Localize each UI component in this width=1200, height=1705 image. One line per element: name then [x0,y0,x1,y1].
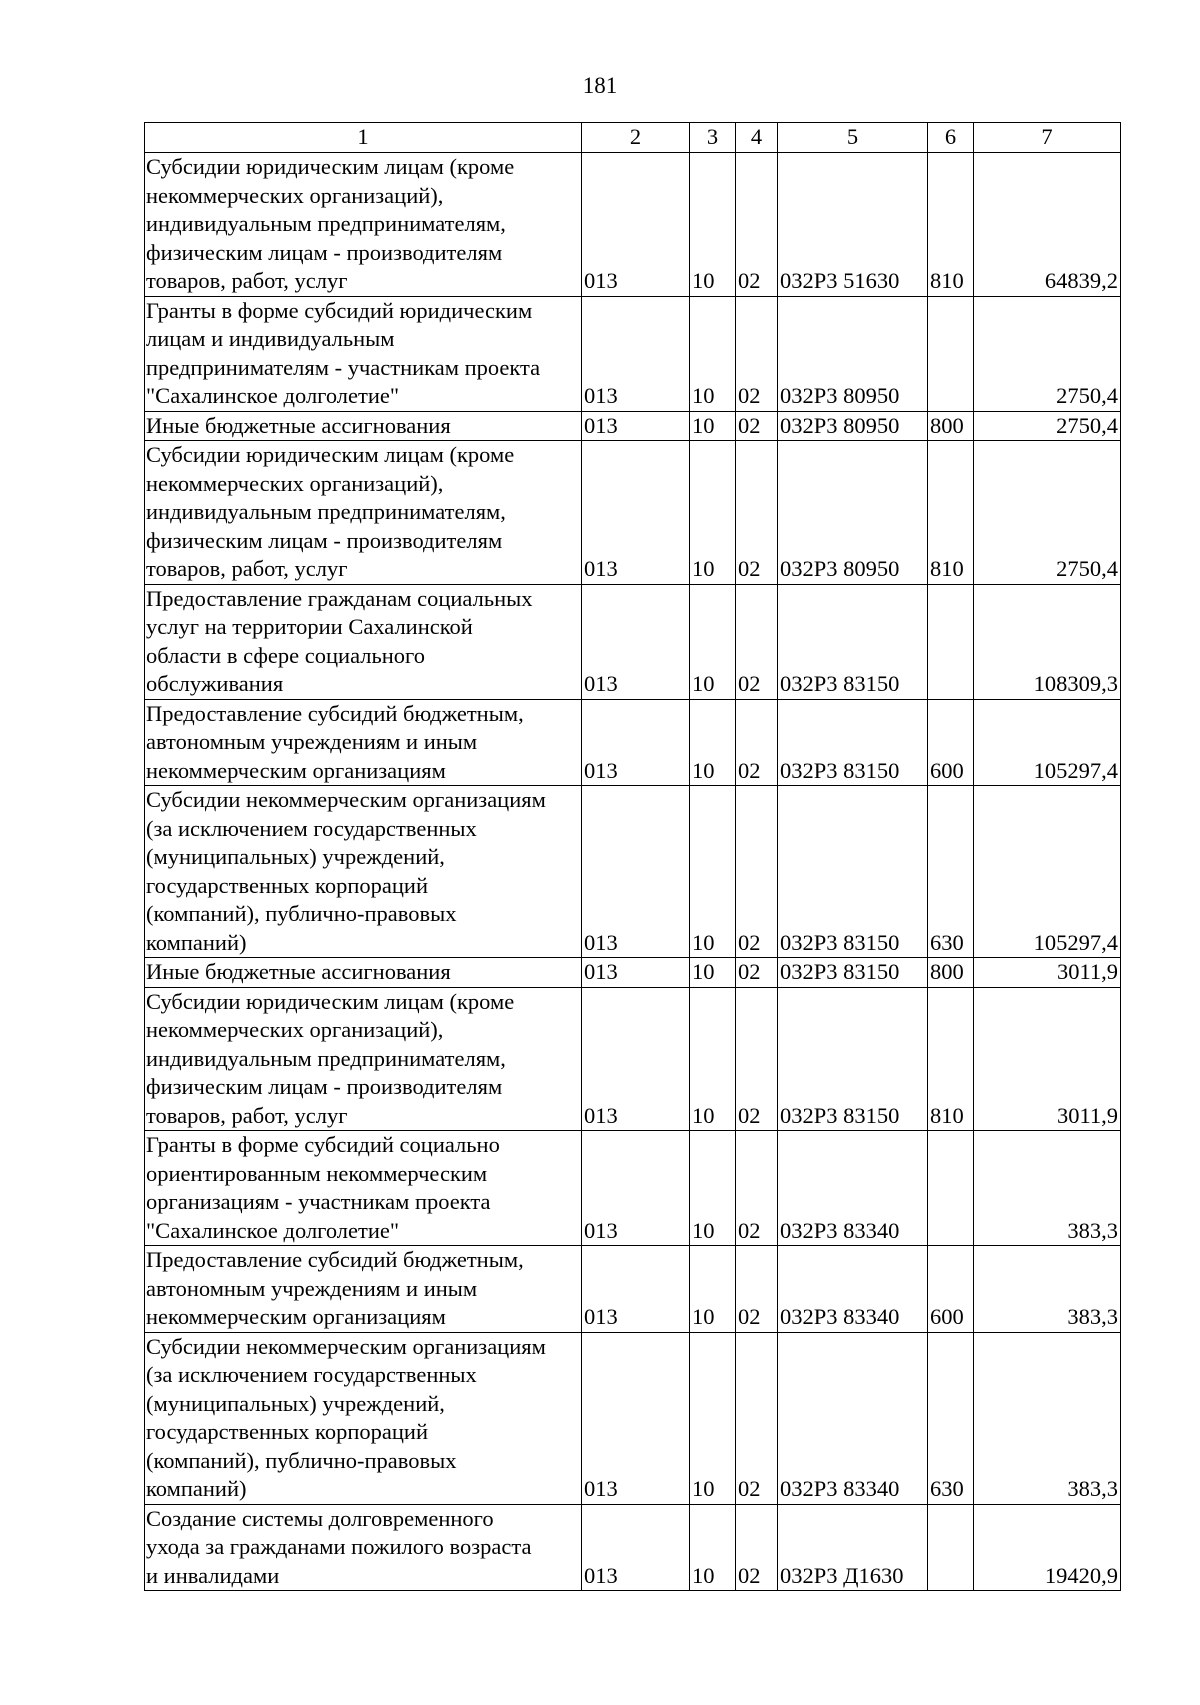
expense-type-cell [928,1131,974,1246]
expense-type-cell [928,1504,974,1591]
section-code-cell: 10 [690,1131,736,1246]
section-code-cell: 10 [690,1504,736,1591]
section-code-cell: 10 [690,958,736,988]
table-header [145,123,1121,153]
target-article-cell: 032P3 83150 [778,699,928,786]
subsection-code-cell: 02 [736,584,778,699]
row-description [145,584,582,699]
subsection-code-cell: 02 [736,987,778,1131]
description-line: товаров, работ, услуг [146,556,348,581]
table-row [145,584,1121,699]
description-line: "Сахалинское долголетие" [146,1217,400,1243]
amount-cell: 19420,9 [974,1504,1121,1591]
ministry-code-cell: 013 [582,699,690,786]
amount-cell: 64839,2 [974,153,1121,297]
section-code-cell: 10 [690,1332,736,1504]
row-description [145,987,582,1131]
description-line: (муниципальных) учреждений, [146,1390,445,1416]
table-row [145,1131,1121,1246]
expense-type-cell: 800 [928,411,974,441]
ministry-code-cell: 013 [582,786,690,958]
section-code-cell: 10 [690,441,736,585]
row-description [145,958,582,988]
expense-type-cell: 630 [928,786,974,958]
description-line: индивидуальным предпринимателям, [146,1045,506,1071]
row-description [145,153,582,297]
amount-cell: 383,3 [974,1332,1121,1504]
table-row [145,441,1121,585]
description-line: Иные бюджетные ассигнования [146,959,451,984]
description-line: некоммерческим организациям [146,1304,446,1329]
target-article-cell: 032P3 83150 [778,584,928,699]
row-description [145,1504,582,1591]
description-line: (компаний), публично-правовых [146,1447,457,1473]
section-code-cell: 10 [690,987,736,1131]
description-line: (компаний), публично-правовых [146,901,457,926]
row-description [145,411,582,441]
amount-cell: 2750,4 [974,441,1121,585]
table-row [145,1332,1121,1504]
expense-type-cell: 810 [928,441,974,585]
column-header-4: 4 [736,123,778,153]
subsection-code-cell: 02 [736,153,778,297]
ministry-code-cell: 013 [582,153,690,297]
header-row [145,123,1121,153]
target-article-cell: 032P3 80950 [778,296,928,411]
amount-cell: 2750,4 [974,411,1121,441]
section-code-cell: 10 [690,584,736,699]
column-header-1: 1 [145,123,582,153]
row-description [145,296,582,411]
table-row [145,786,1121,958]
description-line: ориентированным некоммерческим [146,1160,488,1186]
section-code-cell: 10 [690,1246,736,1333]
amount-cell: 108309,3 [974,584,1121,699]
subsection-code-cell: 02 [736,786,778,958]
ministry-code-cell: 013 [582,441,690,585]
description-line: Иные бюджетные ассигнования [146,412,451,438]
amount-cell: 383,3 [974,1246,1121,1333]
ministry-code-cell: 013 [582,584,690,699]
description-line: услуг на территории Сахалинской [146,614,473,639]
description-line: предпринимателям - участникам проекта [146,354,541,380]
amount-cell: 105297,4 [974,786,1121,958]
target-article-cell: 032P3 83340 [778,1131,928,1246]
column-header-5: 5 [778,123,928,153]
section-code-cell: 10 [690,153,736,297]
column-header-3: 3 [690,123,736,153]
table-row [145,1504,1121,1591]
expense-type-cell: 810 [928,987,974,1131]
table-row [145,958,1121,988]
subsection-code-cell: 02 [736,958,778,988]
description-line: индивидуальным предпринимателям, [146,499,506,524]
description-line: некоммерческим организациям [146,757,446,783]
description-line: Субсидии некоммерческим организациям [146,787,546,812]
target-article-cell: 032P3 83150 [778,987,928,1131]
description-line: обслуживания [146,671,284,696]
section-code-cell: 10 [690,296,736,411]
amount-cell: 383,3 [974,1131,1121,1246]
section-code-cell: 10 [690,786,736,958]
target-article-cell: 032P3 83150 [778,786,928,958]
row-description [145,1246,582,1333]
subsection-code-cell: 02 [736,1131,778,1246]
description-line: Субсидии юридическим лицам (кроме [146,988,515,1014]
subsection-code-cell: 02 [736,699,778,786]
row-description [145,786,582,958]
description-line: автономным учреждениям и иным [146,1275,478,1301]
description-line: (за исключением государственных [146,1362,477,1387]
table-body [145,153,1121,1591]
description-line: компаний) [146,929,247,955]
description-line: "Сахалинское долголетие" [146,383,400,408]
description-line: области в сфере социального [146,642,425,668]
expense-type-cell: 630 [928,1332,974,1504]
description-line: компаний) [146,1476,247,1501]
subsection-code-cell: 02 [736,1246,778,1333]
row-description [145,1332,582,1504]
description-line: товаров, работ, услуг [146,1102,348,1128]
target-article-cell: 032P3 80950 [778,411,928,441]
target-article-cell: 032P3 80950 [778,441,928,585]
description-line: Гранты в форме субсидий юридическим [146,297,533,323]
expense-type-cell: 800 [928,958,974,988]
row-description [145,699,582,786]
ministry-code-cell: 013 [582,1246,690,1333]
description-line: автономным учреждениям и иным [146,729,478,754]
table-row [145,987,1121,1131]
expense-type-cell: 600 [928,699,974,786]
amount-cell: 2750,4 [974,296,1121,411]
subsection-code-cell: 02 [736,411,778,441]
description-line: государственных корпораций [146,872,428,898]
description-line: (за исключением государственных [146,815,477,841]
ministry-code-cell: 013 [582,296,690,411]
target-article-cell: 032P3 83150 [778,958,928,988]
table-row [145,411,1121,441]
description-line: Предоставление субсидий бюджетным, [146,700,524,726]
expense-type-cell [928,584,974,699]
column-header-7: 7 [974,123,1121,153]
section-code-cell: 10 [690,699,736,786]
expense-type-cell: 600 [928,1246,974,1333]
description-line: Субсидии юридическим лицам (кроме [146,154,515,179]
ministry-code-cell: 013 [582,1332,690,1504]
table-row [145,296,1121,411]
description-line: некоммерческих организаций), [146,182,444,208]
expense-type-cell: 810 [928,153,974,297]
description-line: Предоставление субсидий бюджетным, [146,1247,524,1272]
target-article-cell: 032P3 Д1630 [778,1504,928,1591]
amount-cell: 3011,9 [974,987,1121,1131]
description-line: (муниципальных) учреждений, [146,844,445,869]
description-line: некоммерческих организаций), [146,470,444,496]
target-article-cell: 032P3 51630 [778,153,928,297]
budget-table [144,122,1121,1591]
ministry-code-cell: 013 [582,958,690,988]
table-row [145,153,1121,297]
ministry-code-cell: 013 [582,411,690,441]
column-header-6: 6 [928,123,974,153]
description-line: государственных корпораций [146,1419,428,1444]
page-number: 181 [582,73,618,98]
description-line: некоммерческих организаций), [146,1017,444,1042]
subsection-code-cell: 02 [736,1332,778,1504]
row-description [145,441,582,585]
description-line: товаров, работ, услуг [146,268,348,293]
description-line: Предоставление гражданам социальных [146,585,533,611]
description-line: организациям - участникам проекта [146,1189,491,1214]
description-line: физическим лицам - производителям [146,1074,503,1099]
ministry-code-cell: 013 [582,1504,690,1591]
subsection-code-cell: 02 [736,1504,778,1591]
description-line: ухода за гражданами пожилого возраста [146,1534,532,1559]
description-line: физическим лицам - производителям [146,239,503,265]
row-description [145,1131,582,1246]
table-row [145,699,1121,786]
description-line: физическим лицам - производителям [146,527,503,553]
target-article-cell: 032P3 83340 [778,1246,928,1333]
expense-type-cell [928,296,974,411]
description-line: Гранты в форме субсидий социально [146,1132,500,1157]
amount-cell: 105297,4 [974,699,1121,786]
description-line: Создание системы долговременного [146,1505,494,1531]
ministry-code-cell: 013 [582,987,690,1131]
description-line: Субсидии некоммерческим организациям [146,1333,546,1359]
target-article-cell: 032P3 83340 [778,1332,928,1504]
description-line: лицам и индивидуальным [146,326,395,351]
section-code-cell: 10 [690,411,736,441]
subsection-code-cell: 02 [736,441,778,585]
description-line: Субсидии юридическим лицам (кроме [146,442,515,467]
table-row [145,1246,1121,1333]
description-line: и инвалидами [146,1562,280,1588]
amount-cell: 3011,9 [974,958,1121,988]
column-header-2: 2 [582,123,690,153]
ministry-code-cell: 013 [582,1131,690,1246]
subsection-code-cell: 02 [736,296,778,411]
description-line: индивидуальным предпринимателям, [146,211,506,236]
